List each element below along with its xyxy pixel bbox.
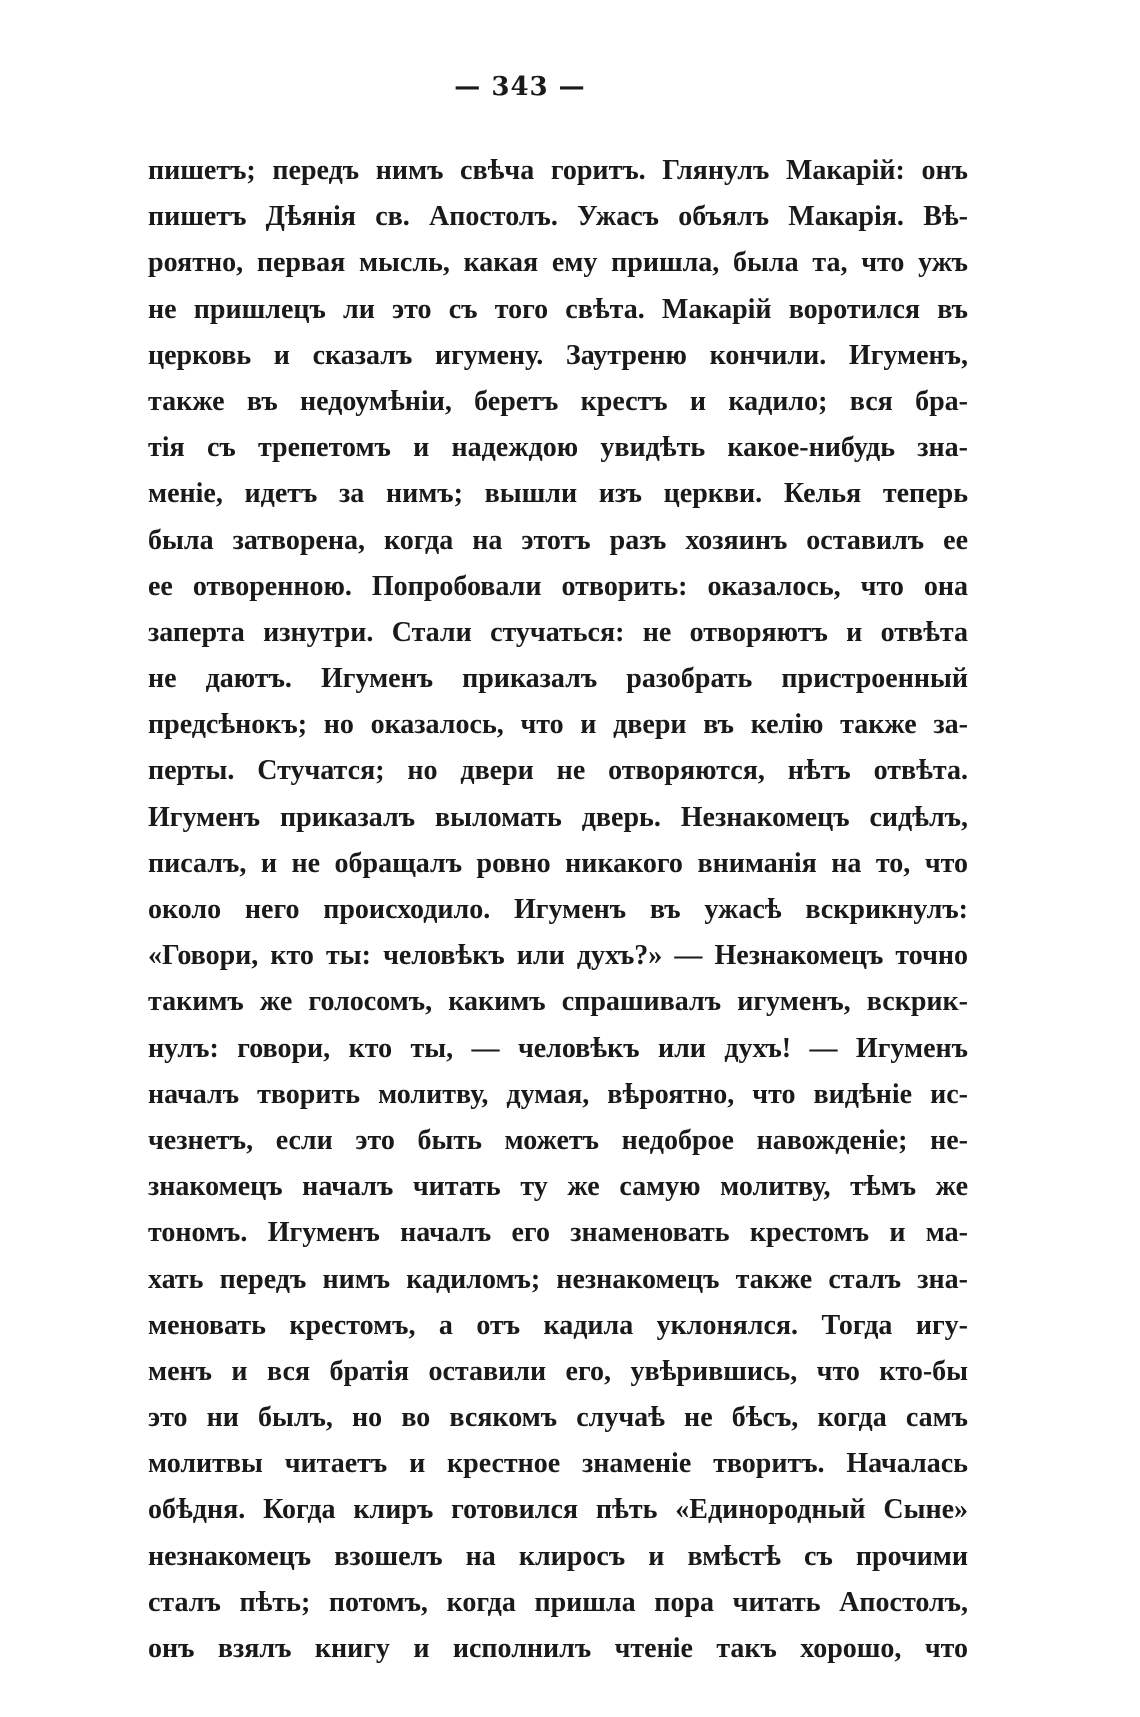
text-line: тія съ трепетомъ и надеждою увидѣть какое-нибудь зна- <box>148 432 968 464</box>
text-line: знакомецъ началъ читать ту же самую молитву, тѣмъ же <box>148 1171 968 1203</box>
text-line: онъ взялъ книгу и исполнилъ чтеніе такъ хорошо, что <box>148 1633 968 1664</box>
text-line: перты. Стучатся; но двери не отворяются, нѣтъ отвѣта. <box>148 755 968 787</box>
text-line: Игуменъ приказалъ выломать дверь. Незнакомецъ сидѣлъ, <box>148 801 968 833</box>
text-line: не пришлецъ ли это съ того свѣта. Макарій воротился въ <box>148 293 968 325</box>
page-number: — 343 — <box>454 72 586 102</box>
text-line: пишетъ Дѣянія св. Апостолъ. Ужасъ объялъ Макарія. Вѣ- <box>148 201 968 233</box>
text-line: пишетъ; передъ нимъ свѣча горитъ. Глянулъ Макарій: онъ <box>148 155 968 186</box>
text-line: ее отворенною. Попробовали отворить: оказалось, что она <box>148 570 968 602</box>
text-line: также въ недоумѣніи, беретъ крестъ и кадило; вся бра- <box>148 385 968 417</box>
text-line: обѣдня. Когда клиръ готовился пѣть «Единородный Сыне» <box>148 1494 968 1526</box>
text-line: не даютъ. Игуменъ приказалъ разобрать пристроенный <box>148 663 968 695</box>
text-line: молитвы читаетъ и крестное знаменіе творитъ. Началась <box>148 1448 968 1480</box>
text-line: церковь и сказалъ игумену. Заутреню кончили. Игуменъ, <box>148 339 968 371</box>
body-text <box>148 148 968 1672</box>
text-line: «Говори, кто ты: человѣкъ или духъ?» — Незнакомецъ точно <box>148 940 968 972</box>
text-line: писалъ, и не обращалъ ровно никакого вниманія на то, что <box>148 847 968 879</box>
text-line: нулъ: говори, кто ты, — человѣкъ или духъ! — Игуменъ <box>148 1032 968 1064</box>
text-line: незнакомецъ взошелъ на клиросъ и вмѣстѣ съ прочими <box>148 1540 968 1572</box>
text-line: чезнетъ, если это быть можетъ недоброе навожденіе; не- <box>148 1124 968 1156</box>
text-line: была затворена, когда на этотъ разъ хозяинъ оставилъ ее <box>148 524 968 556</box>
text-line: заперта изнутри. Стали стучаться: не отворяютъ и отвѣта <box>148 616 968 648</box>
text-line: началъ творить молитву, думая, вѣроятно, что видѣніе ис- <box>148 1078 968 1110</box>
text-line: около него происходило. Игуменъ въ ужасѣ вскрикнулъ: <box>148 894 968 925</box>
text-line: сталъ пѣть; потомъ, когда пришла пора читать Апостолъ, <box>148 1586 968 1618</box>
text-line: хать передъ нимъ кадиломъ; незнакомецъ также сталъ зна- <box>148 1263 968 1295</box>
text-line: роятно, первая мысль, какая ему пришла, была та, что ужъ <box>148 247 968 279</box>
text-line: такимъ же голосомъ, какимъ спрашивалъ игуменъ, вскрик- <box>148 986 968 1018</box>
text-line: меновать крестомъ, а отъ кадила уклонялся. Тогда игу- <box>148 1309 968 1341</box>
text-line: тономъ. Игуменъ началъ его знаменовать крестомъ и ма- <box>148 1217 968 1249</box>
text-line: это ни былъ, но во всякомъ случаѣ не бѣсъ, когда самъ <box>148 1402 968 1434</box>
text-line: предсѣнокъ; но оказалось, что и двери въ келію также за- <box>148 709 968 741</box>
text-line: меніе, идетъ за нимъ; вышли изъ церкви. Келья теперь <box>148 478 968 510</box>
text-line: менъ и вся братія оставили его, увѣрившись, что кто-бы <box>148 1355 968 1387</box>
